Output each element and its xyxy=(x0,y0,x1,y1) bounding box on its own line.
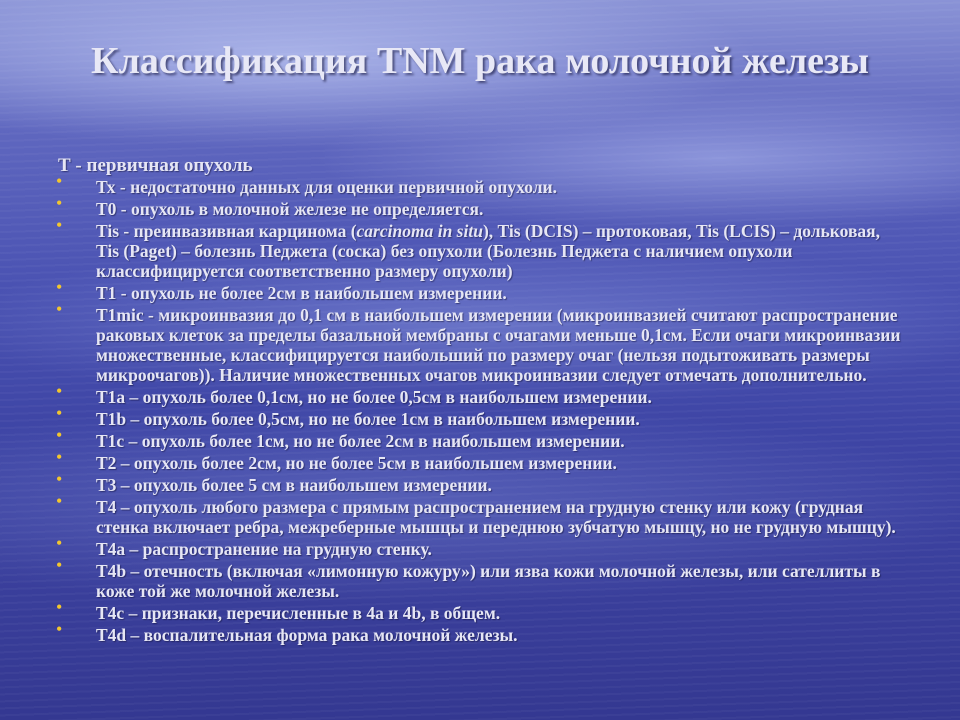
list-item-text: Т1 - опухоль не более 2см в наибольшем измерении. xyxy=(96,283,507,303)
bullet-icon: • xyxy=(56,533,63,553)
bullet-icon: • xyxy=(56,215,63,235)
list-item-text: T3 – опухоль более 5 см в наибольшем измерении. xyxy=(96,475,492,495)
list-item-text: T1mic - микроинвазия до 0,1 см в наибольшем измерении (микроинвазией считают распространение раковых клеток за пределы базальной мембраны с очагами меньше 0,1см. Если очаги микроинвазии множественные, классифицируется наибольший по размеру очаг (нельзя подытоживать размеры микроочагов)). Наличие множественных очагов микроинвазии следует отмечать дополнительно. xyxy=(96,305,901,385)
list-item xyxy=(56,619,906,646)
bullet-icon: • xyxy=(56,597,63,617)
list-item-text: T2 – опухоль более 2см, но не более 5см в наибольшем измерении. xyxy=(96,453,617,473)
list-item xyxy=(56,277,906,304)
list-item-text: T4d – воспалительная форма рака молочной железы. xyxy=(96,625,518,645)
bullet-icon: • xyxy=(56,277,63,297)
list-item xyxy=(56,533,906,560)
list-item-text: Тх - недостаточно данных для оценки первичной опухоли. xyxy=(96,177,557,197)
section-heading: Т - первичная опухоль xyxy=(58,155,253,176)
list-item-text: T1c – опухоль более 1см, но не более 2см в наибольшем измерении. xyxy=(96,431,625,451)
classification-list xyxy=(56,171,906,648)
list-item-text: T1a – опухоль более 0,1см, но не более 0,5см в наибольшем измерении. xyxy=(96,387,652,407)
list-item xyxy=(56,171,906,198)
list-item xyxy=(56,215,906,282)
bullet-icon: • xyxy=(56,403,63,423)
list-item xyxy=(56,447,906,474)
bullet-icon: • xyxy=(56,299,63,319)
list-item-text: Т0 - опухоль в молочной железе не определяется. xyxy=(96,199,484,219)
list-item-text: T4 – опухоль любого размера с прямым распространением на грудную стенку или кожу (грудная стенка включает ребра, межреберные мышцы и переднюю зубчатую мышцу, но не грудную мышцу). xyxy=(96,497,896,537)
bullet-icon: • xyxy=(56,425,63,445)
list-item xyxy=(56,555,906,602)
list-item xyxy=(56,425,906,452)
list-item xyxy=(56,597,906,624)
list-item xyxy=(56,299,906,386)
list-item-text: Tis - преинвазивная карцинома (carcinoma in situ), Tis (DCIS) – протоковая, Tis (LCIS) – дольковая, Tis (Paget) – болезнь Педжета (соска) без опухоли (Болезнь Педжета с наличием опухоли классифицируется соответственно размеру опухоли) xyxy=(96,221,881,281)
list-item xyxy=(56,491,906,538)
bullet-icon: • xyxy=(56,491,63,511)
bullet-icon: • xyxy=(56,193,63,213)
list-item xyxy=(56,381,906,408)
slide-title: Классификация TNM рака молочной железы xyxy=(91,40,869,82)
list-item xyxy=(56,403,906,430)
bullet-icon: • xyxy=(56,469,63,489)
bullet-icon: • xyxy=(56,171,63,191)
bullet-icon: • xyxy=(56,619,63,639)
list-item-text: T4c – признаки, перечисленные в 4а и 4b, в общем. xyxy=(96,603,501,623)
list-item-text: T1b – опухоль более 0,5см, но не более 1см в наибольшем измерении. xyxy=(96,409,640,429)
bullet-icon: • xyxy=(56,381,63,401)
list-item xyxy=(56,469,906,496)
list-item-text: T4a – распространение на грудную стенку. xyxy=(96,539,432,559)
list-item xyxy=(56,193,906,220)
bullet-icon: • xyxy=(56,555,63,575)
bullet-icon: • xyxy=(56,447,63,467)
list-item-text: T4b – отечность (включая «лимонную кожуру») или язва кожи молочной железы, или сателлиты в коже той же молочной железы. xyxy=(96,561,881,601)
